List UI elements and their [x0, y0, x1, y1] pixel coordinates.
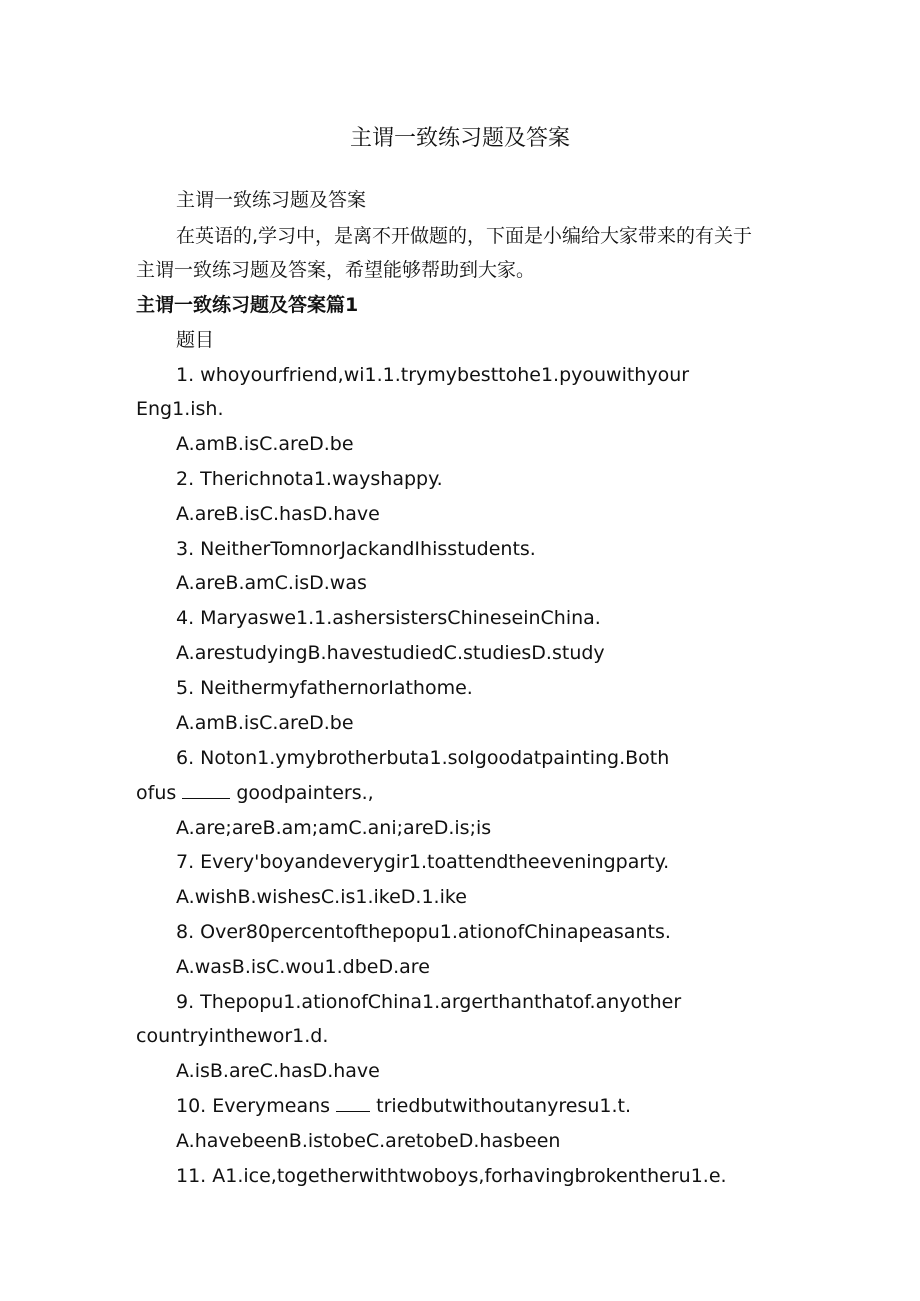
question-6: 6. Noton1.ymybrotherbuta1.soIgoodatpainting.Both: [176, 747, 670, 769]
section-heading: 主谓一致练习题及答案篇1: [136, 294, 359, 316]
options-4: A.arestudyingB.havestudiedC.studiesD.study: [176, 642, 605, 664]
options-1: A.amB.isC.areD.be: [176, 433, 354, 455]
question-3: 3. NeitherTomnorJackandIhisstudents.: [176, 538, 536, 560]
question-10-prefix: 10. Everymeans: [176, 1095, 331, 1117]
options-7: A.wishB.wishesC.is1.ikeD.1.ike: [176, 886, 467, 908]
question-2: 2. Therichnota1.wayshappy.: [176, 468, 443, 490]
question-1-cont: Eng1.ish.: [136, 398, 224, 420]
question-9: 9. Thepopu1.ationofChina1.argerthanthatof.anyother: [176, 991, 682, 1013]
options-9: A.isB.areC.hasD.have: [176, 1060, 380, 1082]
answer-blank: [182, 780, 230, 799]
options-6: A.are;areB.am;amC.ani;areD.is;is: [176, 817, 492, 839]
intro-line-1: 在英语的,学习中，是离不开做题的，下面是小编给大家带来的有关于: [176, 225, 753, 247]
question-5: 5. NeithermyfathernorIathome.: [176, 677, 473, 699]
question-9-cont: countryinthewor1.d.: [136, 1025, 329, 1047]
question-1: 1. whoyourfriend,wi1.1.trymybesttohe1.pyouwithyour: [176, 364, 690, 386]
options-8: A.wasB.isC.wou1.dbeD.are: [176, 956, 430, 978]
options-2: A.areB.isC.hasD.have: [176, 503, 380, 525]
question-7: 7. Every'boyandeverygir1.toattendtheeveningparty.: [176, 851, 670, 873]
options-3: A.areB.amC.isD.was: [176, 572, 367, 594]
question-10: [176, 1093, 631, 1119]
answer-blank: [336, 1093, 370, 1112]
question-11: 11. A1.ice,togetherwithtwoboys,forhavingbrokentheru1.e.: [176, 1165, 727, 1187]
document-title: 主谓一致练习题及答案: [349, 126, 570, 151]
question-6-suffix: goodpainters.,: [236, 782, 374, 804]
question-6-prefix: ofus: [136, 782, 177, 804]
question-6-cont: [136, 780, 374, 806]
intro-line-2: 主谓一致练习题及答案，希望能够帮助到大家。: [136, 259, 536, 281]
options-5: A.amB.isC.areD.be: [176, 712, 354, 734]
question-4: 4. Maryaswe1.1.ashersistersChineseinChina.: [176, 607, 601, 629]
question-10-suffix: triedbutwithoutanyresu1.t.: [376, 1095, 631, 1117]
question-8: 8. Over80percentofthepopu1.ationofChinapeasants.: [176, 921, 671, 943]
options-10: A.havebeenB.istobeC.aretobeD.hasbeen: [176, 1130, 561, 1152]
questions-label: 题目: [176, 329, 215, 351]
subtitle: 主谓一致练习题及答案: [176, 189, 367, 211]
